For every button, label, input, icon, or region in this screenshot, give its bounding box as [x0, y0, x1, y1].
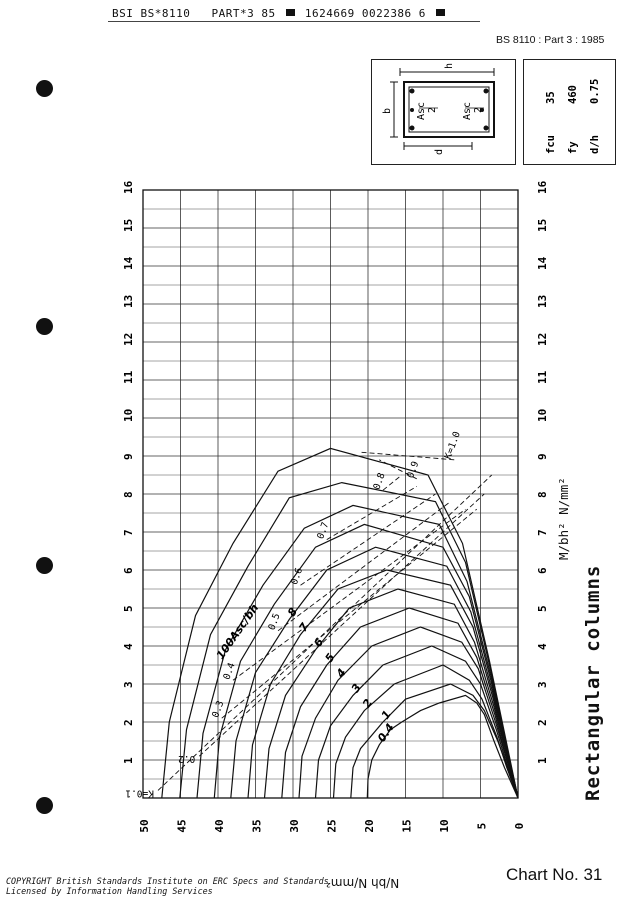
x-tick-label: 9	[536, 453, 549, 460]
param-fcu-symbol: fcu	[545, 135, 557, 154]
k-label: 0.8	[371, 471, 388, 492]
x-tick-label: 8	[122, 491, 135, 498]
x-tick-label: 12	[122, 332, 135, 346]
x-tick-label: 2	[122, 719, 135, 726]
x-tick-label: 2	[536, 719, 549, 726]
k-label: 0.4	[221, 661, 238, 682]
chart-grid	[143, 190, 518, 798]
series-curve	[197, 505, 518, 798]
series-label: 4	[333, 666, 349, 680]
x-tick-label: 15	[536, 218, 549, 232]
catalog-part-2: PART*3 85	[211, 7, 276, 20]
x-tick-label: 10	[122, 408, 135, 422]
k-label: 0.5	[266, 611, 283, 632]
x-tick-label: 6	[122, 567, 135, 574]
y-tick-label: 40	[213, 819, 226, 833]
k-label: 0.2	[178, 753, 196, 765]
y-tick-label: 35	[250, 819, 264, 833]
x-tick-label: 12	[536, 332, 549, 346]
chart-ylabel: N/bh N/mm²	[326, 876, 400, 890]
series-label: 2	[360, 696, 376, 711]
x-tick-label: 11	[122, 370, 135, 384]
chart-curves	[162, 448, 518, 798]
y-tick-label: 5	[475, 822, 489, 830]
x-tick-label: 15	[122, 218, 135, 232]
series-label: 8	[285, 605, 301, 620]
x-tick-label: 3	[122, 681, 135, 688]
series-label: 3	[348, 681, 364, 696]
series-heading: 100Asc/bh	[213, 601, 262, 662]
x-tick-label: 9	[122, 453, 135, 460]
x-tick-label: 8	[536, 491, 549, 498]
series-label: 6	[311, 635, 327, 650]
y-tick-label: 20	[363, 819, 376, 833]
chart-title: Rectangular columns	[582, 564, 604, 801]
x-tick-label: 16	[536, 180, 549, 194]
x-tick-label: 4	[536, 643, 549, 650]
y-tick-label: 50	[138, 819, 151, 833]
y-tick-label: 30	[288, 819, 301, 833]
standard-reference: BS 8110 : Part 3 : 1985	[496, 34, 605, 46]
x-tick-label: 7	[536, 529, 549, 536]
chart-number: Chart No. 31	[506, 865, 603, 884]
x-tick-label: 6	[536, 567, 549, 574]
x-tick-label: 13	[536, 294, 549, 308]
x-tick-label: 14	[536, 256, 549, 270]
y-tick-label: 0	[513, 822, 526, 830]
y-tick-label: 25	[325, 819, 339, 833]
x-tick-label: 7	[122, 529, 135, 536]
x-tick-label: 11	[536, 370, 549, 384]
k-label: 0.6	[288, 566, 306, 587]
x-tick-label: 16	[122, 180, 135, 194]
series-label: 5	[322, 650, 338, 665]
param-fy-symbol: fy	[567, 141, 579, 154]
copyright-line-2: Licensed by Information Handling Services	[6, 886, 213, 896]
param-fcu-value: 35	[545, 91, 557, 104]
y-tick-label: 15	[400, 819, 414, 833]
copyright-line-1: COPYRIGHT British Standards Institute on ERC Specs and Standards	[6, 876, 329, 886]
dim-d: d	[434, 148, 445, 155]
x-tick-label: 14	[122, 256, 135, 270]
x-tick-label: 10	[536, 408, 549, 422]
asc-right-den: 2	[473, 106, 484, 113]
chart-xlabel: M/bh² N/mm²	[556, 477, 571, 560]
param-dh-value: 0.75	[589, 78, 601, 104]
x-tick-label: 1	[536, 757, 549, 764]
k-label: K=0.1	[125, 787, 154, 799]
catalog-part-1: BSI BS*8110	[112, 7, 191, 20]
catalog-part-3: 1624669 0022386 6	[304, 7, 426, 20]
x-tick-label: 3	[536, 681, 549, 688]
k-label: 0.7	[315, 520, 332, 541]
asc-left: Asc	[416, 101, 427, 120]
y-tick-label: 10	[438, 819, 451, 833]
asc-right: Asc	[462, 101, 473, 120]
x-tick-label: 5	[122, 605, 135, 612]
chart-labels	[125, 430, 463, 798]
series-label: 1	[378, 707, 394, 722]
series-curve	[214, 524, 518, 798]
param-fy-value: 460	[567, 85, 579, 104]
x-tick-label: 4	[122, 643, 135, 650]
asc-left-den: 2	[427, 106, 438, 113]
x-tick-label: 1	[122, 757, 135, 764]
dim-h: h	[444, 62, 455, 69]
dim-b: b	[382, 107, 393, 114]
series-label: 0.4	[375, 721, 397, 745]
y-tick-label: 45	[175, 819, 189, 833]
x-tick-label: 5	[536, 605, 549, 612]
k-label: 0.3	[210, 699, 227, 720]
series-label: 7	[296, 620, 312, 635]
k-label: 0.9	[405, 459, 422, 480]
x-tick-label: 13	[122, 294, 135, 308]
param-dh-symbol: d/h	[589, 135, 601, 154]
k-line	[233, 509, 466, 680]
k-label: K=1.0	[442, 430, 463, 461]
